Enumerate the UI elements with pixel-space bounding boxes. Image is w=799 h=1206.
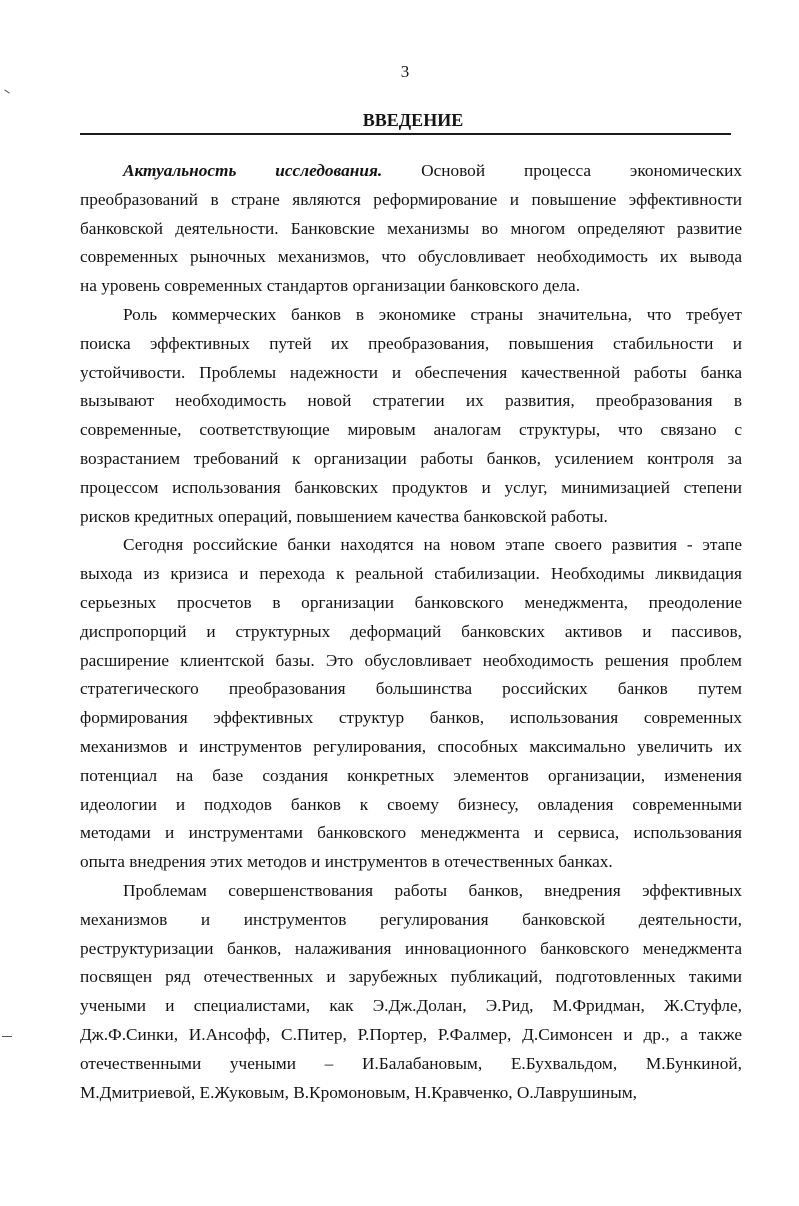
text-line: [80, 560, 742, 589]
text-line-content: диспропорций и структурных деформаций банковских активов и пассивов,: [80, 621, 742, 641]
text-line: [80, 1050, 742, 1079]
text-line-content: Дж.Ф.Синки, И.Ансофф, С.Питер, Р.Портер, Р.Фалмер, Д.Симонсен и др., а также: [80, 1024, 742, 1044]
text-line-content: стратегического преобразования большинства российских банков путем: [80, 679, 742, 699]
text-line-content: современных рыночных механизмов, что обусловливает необходимость их вывода: [80, 247, 742, 267]
text-line: [80, 848, 742, 877]
text-line: [80, 589, 742, 618]
text-line: [80, 474, 742, 503]
text-line-content: механизмов и инструментов регулирования банковской деятельности,: [80, 909, 742, 929]
text-line: [80, 733, 742, 762]
text-line: [80, 791, 742, 820]
emphasis-lead: Актуальность исследования.: [123, 161, 383, 180]
text-line: [80, 330, 742, 359]
section-heading: ВВЕДЕНИЕ: [362, 110, 464, 130]
text-line-content: методами и инструментами банковского менеджмента и сервиса, использования: [80, 823, 742, 843]
text-line: [80, 531, 742, 560]
text-line-content: опыта внедрения этих методов и инструментов в отечественных банках.: [80, 852, 613, 872]
text-line-content: рисков кредитных операций, повышением качества банковской работы.: [80, 506, 608, 526]
text-line: [80, 963, 742, 992]
text-line: [80, 992, 742, 1021]
text-line-content: реструктуризации банков, налаживания инновационного банковского менеджмента: [80, 938, 742, 958]
text-line-content: Основой процесса экономических: [382, 161, 742, 180]
text-line-content: Сегодня российские банки находятся на новом этапе своего развития - этапе: [123, 535, 742, 555]
text-line-content: Проблемам совершенствования работы банков, внедрения эффективных: [123, 880, 742, 900]
text-line-content: механизмов и инструментов регулирования, способных максимально увеличить их: [80, 736, 742, 756]
scan-mark-bottom: [2, 1036, 12, 1037]
text-line: [80, 243, 742, 272]
text-line-content: формирования эффективных структур банков, использования современных: [80, 708, 742, 728]
body-text: [80, 157, 742, 1107]
text-line-content: устойчивости. Проблемы надежности и обеспечения качественной работы банка: [80, 362, 742, 382]
text-line: [80, 906, 742, 935]
text-line: [80, 215, 742, 244]
text-line: [80, 445, 742, 474]
text-line: [80, 1021, 742, 1050]
text-line-content: выхода из кризиса и перехода к реальной стабилизации. Необходимы ликвидация: [80, 564, 742, 584]
text-line-content: Роль коммерческих банков в экономике страны значительна, что требует: [123, 304, 742, 324]
text-line-content: возрастанием требований к организации работы банков, усилением контроля за: [80, 448, 742, 468]
text-line: [80, 359, 742, 388]
text-line-content: серьезных просчетов в организации банковского менеджмента, преодоление: [80, 592, 742, 612]
text-line-content: преобразований в стране являются реформирование и повышение эффективности: [80, 189, 742, 209]
text-line: [80, 387, 742, 416]
text-line-content: потенциал на базе создания конкретных элементов организации, изменения: [80, 765, 742, 785]
text-line: [80, 647, 742, 676]
text-line-content: отечественными учеными – И.Балабановым, Е.Бухвальдом, М.Бункиной,: [80, 1053, 742, 1073]
text-line-content: поиска эффективных путей их преобразования, повышения стабильности и: [80, 333, 742, 353]
text-line: [80, 157, 742, 186]
text-line-content: посвящен ряд отечественных и зарубежных публикаций, подготовленных такими: [80, 967, 742, 987]
scan-mark-top: [4, 89, 9, 93]
paragraph: [80, 531, 742, 877]
heading-rule: [80, 133, 731, 135]
text-line: [80, 416, 742, 445]
text-line-content: современные, соответствующие мировым аналогам структуры, что связано с: [80, 420, 742, 440]
text-line: [80, 762, 742, 791]
text-line: [80, 503, 742, 532]
text-line: [80, 1079, 742, 1108]
paragraph: [80, 877, 742, 1107]
text-line-content: идеологии и подходов банков к своему бизнесу, овладения современными: [80, 794, 742, 814]
text-line: [80, 618, 742, 647]
text-line-content: на уровень современных стандартов организации банковского дела.: [80, 276, 581, 296]
text-line: [80, 704, 742, 733]
text-line-content: М.Дмитриевой, Е.Жуковым, В.Кромоновым, Н.Кравченко, О.Лаврушиным,: [80, 1082, 637, 1102]
text-line: [80, 877, 742, 906]
text-line: [80, 935, 742, 964]
text-line: [80, 301, 742, 330]
paragraph: [80, 301, 742, 531]
text-line: [80, 675, 742, 704]
text-line-content: учеными и специалистами, как Э.Дж.Долан, Э.Рид, М.Фридман, Ж.Стуфле,: [80, 996, 742, 1016]
text-line-content: процессом использования банковских продуктов и услуг, минимизацией степени: [80, 477, 742, 497]
page-number: 3: [400, 62, 410, 81]
text-line-content: расширение клиентской базы. Это обусловливает необходимость решения проблем: [80, 650, 742, 670]
text-line: [80, 272, 742, 301]
text-line-content: банковской деятельности. Банковские механизмы во многом определяют развитие: [80, 218, 742, 238]
text-line: [80, 819, 742, 848]
text-line: [80, 186, 742, 215]
paragraph: [80, 157, 742, 301]
text-line-content: вызывают необходимость новой стратегии их развития, преобразования в: [80, 391, 742, 411]
